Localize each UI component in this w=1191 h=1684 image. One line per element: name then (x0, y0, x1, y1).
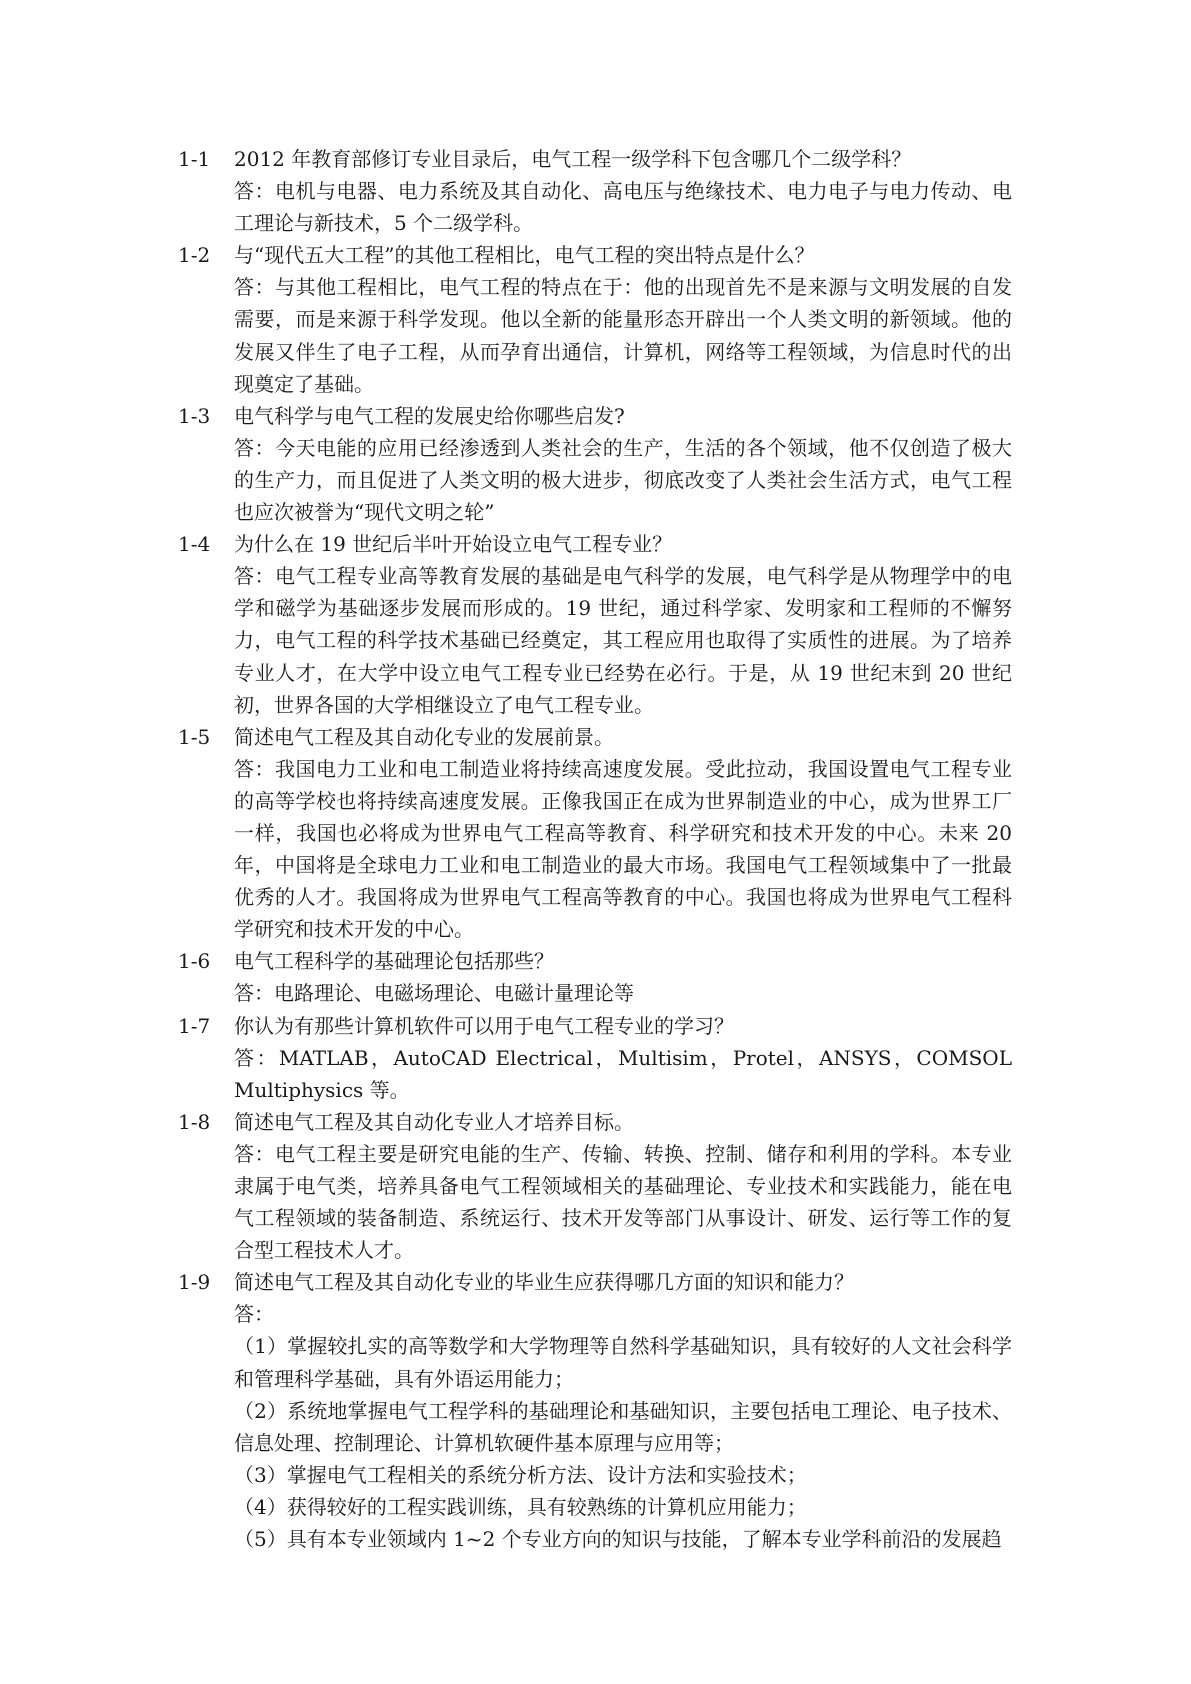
question-row (178, 528, 1012, 560)
question-number: 1-2 (178, 243, 211, 268)
qa-item-1-5 (178, 721, 1012, 946)
answer-text: 答：我国电力工业和电工制造业将持续高速度发展。受此拉动，我国设置电气工程专业的高等学校也将持续高速度发展。正像我国正在成为世界制造业的中心，成为世界工厂一样，我国也必将成为世界电气工程高等教育、科学研究和技术开发的中心。未来 20 年，中国将是全球电力工业和电工制造业的最大市场。我国电气工程领域集中了一批最优秀的人才。我国将成为世界电气工程高等教育的中心。我国也将成为世界电气工程科学研究和技术开发的中心。 (234, 756, 1012, 942)
question-text: 为什么在 19 世纪后半叶开始设立电气工程专业？ (234, 532, 673, 557)
answer-list-item: （1）掌握较扎实的高等数学和大学物理等自然科学基础知识，具有较好的人文社会科学和管理科学基础，具有外语运用能力； (234, 1334, 1012, 1391)
question-number: 1-4 (178, 532, 211, 557)
question-text: 你认为有那些计算机软件可以用于电气工程专业的学习？ (234, 1013, 734, 1038)
question-row (178, 1010, 1012, 1042)
qa-item-1-1 (178, 143, 1012, 239)
answer-text: 答：电气工程专业高等教育发展的基础是电气科学的发展，电气科学是从物理学中的电学和磁学为基础逐步发展而形成的。19 世纪，通过科学家、发明家和工程师的不懈努力，电气工程的科学技术基础已经奠定，其工程应用也取得了实质性的进展。为了培养专业人才，在大学中设立电气工程专业已经势在必行。于是，从 19 世纪末到 20 世纪初，世界各国的大学相继设立了电气工程专业。 (234, 564, 1012, 717)
question-text: 电气科学与电气工程的发展史给你哪些启发? (234, 403, 625, 428)
answer-list-item: （5）具有本专业领域内 1~2 个专业方向的知识与技能，了解本专业学科前沿的发展趋 (234, 1527, 1002, 1552)
question-text: 简述电气工程及其自动化专业的发展前景。 (234, 724, 614, 749)
question-text: 电气工程科学的基础理论包括那些？ (234, 949, 554, 974)
answer-text: 答：电气工程主要是研究电能的生产、传输、转换、控制、储存和利用的学科。本专业隶属于电气类，培养具备电气工程领域相关的基础理论、专业技术和实践能力，能在电气工程领域的装备制造、系统运行、技术开发等部门从事设计、研发、运行等工作的复合型工程技术人才。 (234, 1141, 1012, 1263)
answer-list-item: （2）系统地掌握电气工程学科的基础理论和基础知识，主要包括电工理论、电子技术、信息处理、控制理论、计算机软硬件基本原理与应用等； (234, 1398, 1012, 1455)
qa-item-1-3 (178, 400, 1012, 528)
answer-text: 答：电机与电器、电力系统及其自动化、高电压与绝缘技术、电力电子与电力传动、电工理论与新技术，5 个二级学科。 (234, 179, 1012, 236)
question-row (178, 143, 1012, 175)
answer-text: 答：电路理论、电磁场理论、电磁计量理论等 (234, 981, 634, 1006)
qa-item-1-4 (178, 528, 1012, 721)
question-number: 1-7 (178, 1013, 211, 1038)
question-row (178, 1106, 1012, 1138)
qa-item-1-6 (178, 945, 1012, 1009)
question-number: 1-3 (178, 403, 211, 428)
question-number: 1-8 (178, 1109, 211, 1134)
answer-list-item: （4）获得较好的工程实践训练，具有较熟练的计算机应用能力； (234, 1494, 807, 1519)
question-row (178, 945, 1012, 977)
question-text: 简述电气工程及其自动化专业人才培养目标。 (234, 1109, 634, 1134)
qa-item-1-2 (178, 239, 1012, 399)
qa-item-1-7 (178, 1010, 1012, 1106)
question-text: 简述电气工程及其自动化专业的毕业生应获得哪几方面的知识和能力？ (234, 1270, 854, 1295)
answer-text: 答：MATLAB，AutoCAD Electrical，Multisim，Protel，ANSYS，COMSOL Multiphysics 等。 (234, 1045, 1012, 1102)
question-text: 与“现代五大工程”的其他工程相比，电气工程的突出特点是什么？ (234, 243, 815, 268)
question-row (178, 239, 1012, 271)
question-number: 1-5 (178, 724, 211, 749)
question-number: 1-6 (178, 949, 211, 974)
question-row (178, 400, 1012, 432)
answer-text: 答：与其他工程相比，电气工程的特点在于：他的出现首先不是来源与文明发展的自发需要，而是来源于科学发现。他以全新的能量形态开辟出一个人类文明的新领域。他的发展又伴生了电子工程，从而孕育出通信，计算机，网络等工程领域，为信息时代的出现奠定了基础。 (234, 275, 1012, 396)
qa-content (178, 143, 1012, 1555)
question-text: 2012 年教育部修订专业目录后，电气工程一级学科下包含哪几个二级学科？ (234, 147, 912, 171)
question-number: 1-9 (178, 1270, 211, 1295)
answer-label: 答： (234, 1302, 274, 1327)
question-row (178, 721, 1012, 753)
answer-list-item: （3）掌握电气工程相关的系统分析方法、设计方法和实验技术； (234, 1462, 807, 1487)
qa-item-1-9 (178, 1266, 1012, 1555)
question-number: 1-1 (178, 147, 211, 171)
question-row (178, 1266, 1012, 1298)
answer-text: 答：今天电能的应用已经渗透到人类社会的生产，生活的各个领域，他不仅创造了极大的生产力，而且促进了人类文明的极大进步，彻底改变了人类社会生活方式，电气工程也应次被誉为“现代文明之轮” (234, 435, 1012, 525)
qa-item-1-8 (178, 1106, 1012, 1266)
